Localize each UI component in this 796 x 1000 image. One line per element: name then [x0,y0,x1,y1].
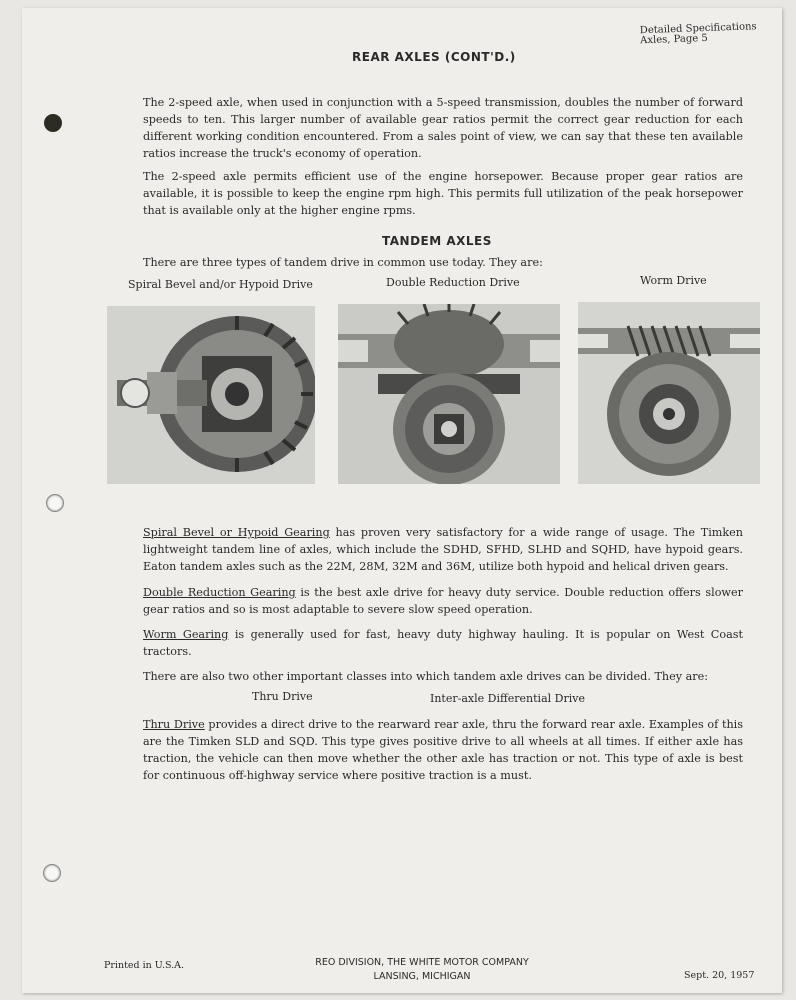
caption-double-reduction: Double Reduction Drive [386,276,520,289]
caption-spiral-bevel: Spiral Bevel and/or Hypoid Drive [128,278,313,291]
class-inter-axle-differential: Inter-axle Differential Drive [430,692,585,705]
caption-worm-drive: Worm Drive [640,274,707,287]
double-reduction-text: is the best axle drive for heavy duty service. Double reduction offers slower gear ratios and so is most adaptable to severe slow speed operation. [143,586,743,616]
double-reduction-gear-illustration [338,304,560,484]
company-name: REO DIVISION, THE WHITE MOTOR COMPANY [315,957,529,968]
spiral-bevel-drive-photo [107,306,315,484]
document-page [22,8,782,993]
tandem-axles-heading: TANDEM AXLES [382,234,492,248]
printed-in-usa: Printed in U.S.A. [104,960,185,971]
intro-paragraph-2: The 2-speed axle permits efficient use of the engine horsepower. Because proper gear ratios are available, it is possible to keep the engine rpm high. This permits full utilization of the peak horsepower that is available only at the higher engine rpms. [143,170,743,217]
double-reduction-term: Double Reduction Gearing [143,586,296,599]
intro-paragraph-1: The 2-speed axle, when used in conjunction with a 5-speed transmission, doubles the number of forward speeds to ten. This larger number of available gear ratios permit the correct gear reduction for each different working condition encountered. From a sales point of view, we can say that these ten available ratios increase the truck's economy of operation. [143,96,743,160]
worm-gearing-text: is generally used for fast, heavy duty highway hauling. It is popular on West Coast tractors. [143,628,743,658]
issue-date: Sept. 20, 1957 [684,970,755,981]
worm-gear-illustration [578,302,760,484]
spiral-bevel-gear-illustration [107,306,315,484]
page-title: REAR AXLES (CONT'D.) [352,50,516,64]
corner-line-1: Detailed Specifications [639,21,757,37]
binder-hole-top [44,114,62,132]
tandem-intro: There are three types of tandem drive in common use today. They are: [143,256,543,269]
corner-reference [640,22,771,47]
worm-gearing-paragraph [143,626,743,660]
worm-gearing-term: Worm Gearing [143,628,229,641]
corner-line-2: Axles, Page 5 [640,32,708,47]
thru-drive-paragraph [143,716,743,784]
class-thru-drive: Thru Drive [252,690,313,703]
thru-drive-term: Thru Drive [143,718,205,731]
double-reduction-drive-photo [338,304,560,484]
spiral-bevel-paragraph [143,524,743,575]
company-location: LANSING, MICHIGAN [373,971,471,982]
thru-drive-text: provides a direct drive to the rearward rear axle, thru the forward rear axle. Examples of this are the Timken SLD and SQD. This type gives positive drive to all wheels at all times. If either axle has traction, the vehicle can then move whether the other axle has traction or not. This type of axle is best for continuous off-highway service where positive traction is a must. [143,718,743,782]
binder-hole-bottom [43,864,61,882]
double-reduction-paragraph [143,584,743,618]
company-footer [292,956,552,984]
binder-hole-middle [46,494,64,512]
spiral-bevel-text: has proven very satisfactory for a wide range of usage. The Timken lightweight tandem line of axles, which include the SDHD, SFHD, SLHD and SQHD, have hypoid gears. Eaton tandem axles such as the 22M, 28M, 32M and 36M, utilize both hypoid and helical driven gears. [143,526,743,573]
classes-intro: There are also two other important classes into which tandem axle drives can be divided. They are: [143,670,709,683]
worm-drive-photo [578,302,760,484]
spiral-bevel-term: Spiral Bevel or Hypoid Gearing [143,526,330,539]
